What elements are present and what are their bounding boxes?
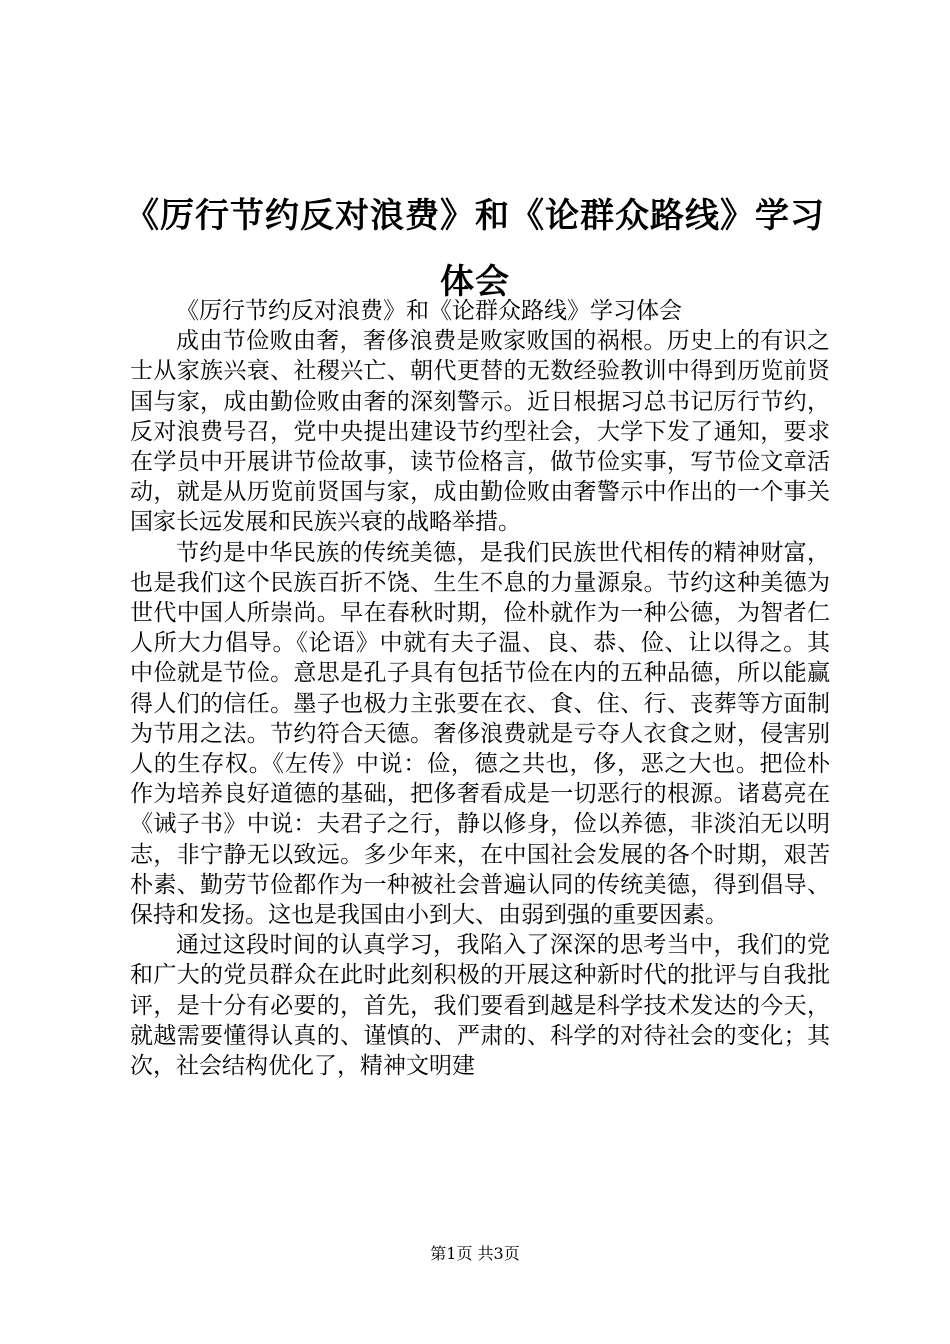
page-footer: 第1页 共3页: [430, 1244, 520, 1263]
paragraph-subtitle: 《厉行节约反对浪费》和《论群众路线》学习体会: [176, 298, 682, 324]
paragraph: 节约是中华民族的传统美德，是我们民族世代相传的精神财富，也是我们这个民族百折不饶、生生不息的力量源泉。节约这种美德为世代中国人所崇尚。早在春秋时期，俭朴就作为一种公德，为智者仁人所大力倡导。《论语》中就有夫子温、良、恭、俭、让以得之。其中俭就是节俭。意思是孔子具有包括节俭在内的五种品德，所以能赢得人们的信任。墨子也极力主张要在衣、食、住、行、丧葬等方面制为节用之法。节约符合天德。奢侈浪费就是亏夺人衣食之财，侵害别人的生存权。《左传》中说：俭，德之共也，侈，恶之大也。把俭朴作为培养良好道德的基础，把侈奢看成是一切恶行的根源。诸葛亮在《诫子书》中说：夫君子之行，静以修身，俭以养德，非淡泊无以明志，非宁静无以致远。多少年来，在中国社会发展的各个时期，艰苦朴素、勤劳节俭都作为一种被社会普遍认同的传统美德，得到倡导、保持和发扬。这也是我国由小到大、由弱到强的重要因素。: [130, 539, 830, 929]
document-body: [130, 296, 830, 1081]
document-title: 《厉行节约反对浪费》和《论群众路线》学习体会: [125, 196, 825, 302]
paragraph: 成由节俭败由奢，奢侈浪费是败家败国的祸根。历史上的有识之士从家族兴衰、社稷兴亡、朝代更替的无数经验教训中得到历览前贤国与家，成由勤俭败由奢的深刻警示。近日根据习总书记厉行节约，反对浪费号召，党中央提出建设节约型社会，大学下发了通知，要求在学员中开展讲节俭故事，读节俭格言，做节俭实事，写节俭文章活动，就是从历览前贤国与家，成由勤俭败由奢警示中作出的一个事关国家长远发展和民族兴衰的战略举措。: [130, 328, 830, 536]
paragraph: 通过这段时间的认真学习，我陷入了深深的思考当中，我们的党和广大的党员群众在此时此刻积极的开展这种新时代的批评与自我批评，是十分有必要的，首先，我们要看到越是科学技术发达的今天，就越需要懂得认真的、谨慎的、严肃的、科学的对待社会的变化；其次，社会结构优化了，精神文明建: [130, 932, 830, 1080]
